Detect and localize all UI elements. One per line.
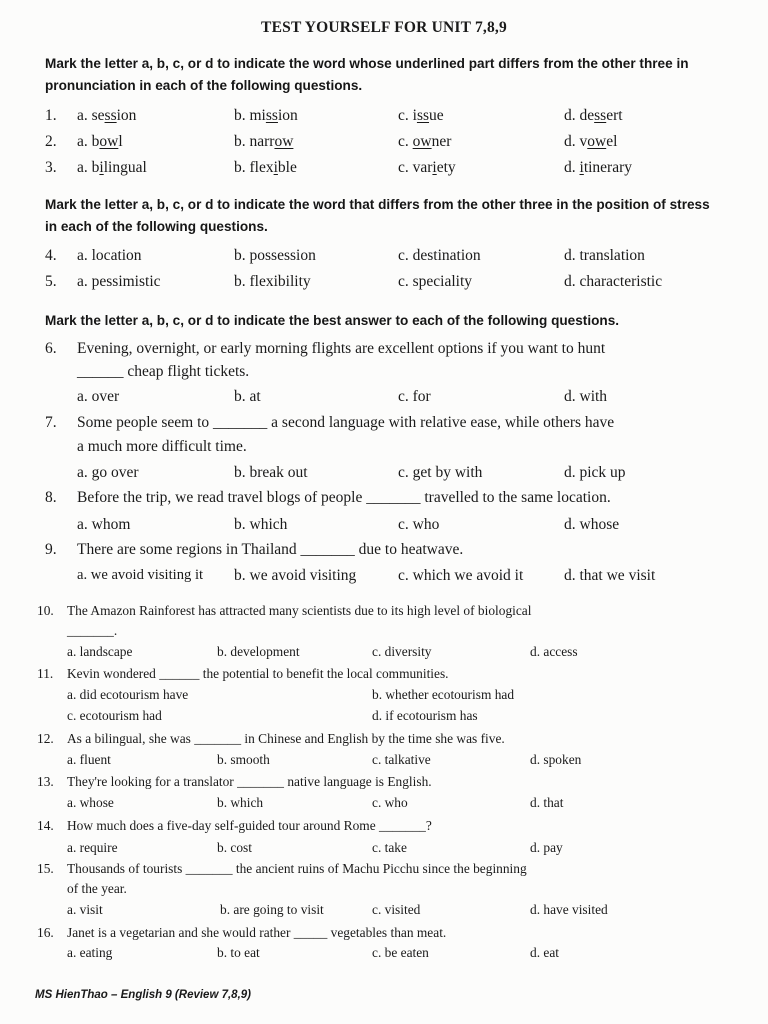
option-a[interactable]: a. over xyxy=(77,388,120,405)
question-number: 15. xyxy=(37,861,54,876)
option-c[interactable]: c. visited xyxy=(372,902,421,917)
question-number: 3. xyxy=(45,159,57,176)
question-stem: The Amazon Rainforest has attracted many scientists due to its high level of biological xyxy=(67,603,532,618)
section3-instruction: Mark the letter a, b, c, or d to indicate the best answer to each of the following questions. xyxy=(45,313,620,328)
option-c[interactable]: c. destination xyxy=(398,247,481,264)
question-number: 14. xyxy=(37,818,54,833)
question-number: 10. xyxy=(37,603,54,618)
option-d[interactable]: d. dessert xyxy=(564,107,623,124)
page-title: TEST YOURSELF FOR UNIT 7,8,9 xyxy=(261,19,507,36)
option-c[interactable]: c. which we avoid it xyxy=(398,567,524,584)
option-a[interactable]: a. landscape xyxy=(67,644,133,659)
question-stem: Kevin wondered ______ the potential to benefit the local communities. xyxy=(67,666,449,681)
question-number: 9. xyxy=(45,541,57,558)
option-d[interactable]: d. itinerary xyxy=(564,159,633,176)
option-a[interactable]: a. did ecotourism have xyxy=(67,687,189,702)
option-d[interactable]: d. with xyxy=(564,388,608,405)
option-b[interactable]: b. to eat xyxy=(217,945,260,960)
question-number: 6. xyxy=(45,340,57,357)
option-d[interactable]: d. if ecotourism has xyxy=(372,708,478,723)
option-c[interactable]: c. talkative xyxy=(372,752,431,767)
option-d[interactable]: d. eat xyxy=(530,945,559,960)
section2-instruction: Mark the letter a, b, c, or d to indicate the word that differs from the other three in the position of stress in each of the following questions. xyxy=(45,197,710,234)
section1-instruction: Mark the letter a, b, c, or d to indicate the word whose underlined part differs from the other three in pronunciation in each of the following questions. xyxy=(45,56,689,93)
option-d[interactable]: d. access xyxy=(530,644,578,659)
option-b[interactable]: b. flexible xyxy=(234,159,297,176)
option-b[interactable]: b. which xyxy=(234,516,288,533)
option-c[interactable]: c. speciality xyxy=(398,273,473,290)
option-a[interactable]: a. pessimistic xyxy=(77,273,161,290)
option-b[interactable]: b. flexibility xyxy=(234,273,311,290)
option-d[interactable]: d. whose xyxy=(564,516,620,533)
option-a[interactable]: a. we avoid visiting it xyxy=(77,567,204,583)
option-c[interactable]: c. take xyxy=(372,840,407,855)
question-stem: They're looking for a translator _______ native language is English. xyxy=(67,774,432,789)
option-d[interactable]: d. characteristic xyxy=(564,273,663,290)
option-d[interactable]: d. translation xyxy=(564,247,645,264)
option-a[interactable]: a. location xyxy=(77,247,142,264)
option-b[interactable]: b. break out xyxy=(234,464,308,481)
option-a[interactable]: a. require xyxy=(67,840,118,855)
question-stem-cont: a much more difficult time. xyxy=(77,438,247,455)
option-b[interactable]: b. cost xyxy=(217,840,252,855)
question-stem-cont: _______. xyxy=(67,623,118,638)
option-c[interactable]: c. issue xyxy=(398,107,444,124)
question-4 xyxy=(0,247,768,271)
option-c[interactable]: c. variety xyxy=(398,159,456,176)
question-number: 7. xyxy=(45,414,57,431)
option-a[interactable]: a. whose xyxy=(67,795,114,810)
option-c[interactable]: c. who xyxy=(372,795,408,810)
question-3 xyxy=(0,159,768,183)
question-1 xyxy=(0,107,768,131)
option-b[interactable]: b. narrow xyxy=(234,133,294,150)
question-stem: As a bilingual, she was _______ in Chinese and English by the time she was five. xyxy=(67,731,505,746)
question-number: 12. xyxy=(37,731,54,746)
option-a[interactable]: a. whom xyxy=(77,516,131,533)
option-d[interactable]: d. spoken xyxy=(530,752,582,767)
question-number: 13. xyxy=(37,774,54,789)
option-c[interactable]: c. be eaten xyxy=(372,945,429,960)
option-a[interactable]: a. session xyxy=(77,107,137,124)
question-stem: Evening, overnight, or early morning flights are excellent options if you want to hunt xyxy=(77,340,606,357)
option-b[interactable]: b. development xyxy=(217,644,300,659)
question-stem: Thousands of tourists _______ the ancient ruins of Machu Picchu since the beginning xyxy=(67,861,527,876)
option-a[interactable]: a. eating xyxy=(67,945,113,960)
option-b[interactable]: b. we avoid visiting xyxy=(234,567,357,584)
option-d[interactable]: d. that we visit xyxy=(564,567,656,584)
option-d[interactable]: d. that xyxy=(530,795,564,810)
option-b[interactable]: b. are going to visit xyxy=(220,902,324,917)
option-b[interactable]: b. smooth xyxy=(217,752,270,767)
question-stem: Some people seem to _______ a second language with relative ease, while others have xyxy=(77,414,615,431)
question-stem-cont: of the year. xyxy=(67,881,127,896)
question-2 xyxy=(0,133,768,157)
option-b[interactable]: b. possession xyxy=(234,247,316,264)
question-stem: Janet is a vegetarian and she would rather _____ vegetables than meat. xyxy=(67,925,447,940)
option-b[interactable]: b. mission xyxy=(234,107,298,124)
question-stem: Before the trip, we read travel blogs of people _______ travelled to the same location. xyxy=(77,489,611,506)
option-b[interactable]: b. whether ecotourism had xyxy=(372,687,515,702)
option-c[interactable]: c. diversity xyxy=(372,644,432,659)
option-c[interactable]: c. owner xyxy=(398,133,452,150)
option-b[interactable]: b. which xyxy=(217,795,264,810)
option-c[interactable]: c. for xyxy=(398,388,431,405)
option-c[interactable]: c. who xyxy=(398,516,440,533)
question-stem: How much does a five-day self-guided tour around Rome _______? xyxy=(67,818,432,833)
option-d[interactable]: d. have visited xyxy=(530,902,608,917)
option-a[interactable]: a. visit xyxy=(67,902,103,917)
option-a[interactable]: a. fluent xyxy=(67,752,111,767)
option-d[interactable]: d. vowel xyxy=(564,133,618,150)
question-number: 4. xyxy=(45,247,57,264)
page-footer: MS HienThao – English 9 (Review 7,8,9) xyxy=(35,989,252,1001)
option-c[interactable]: c. get by with xyxy=(398,464,483,481)
question-5 xyxy=(0,273,768,297)
question-number: 1. xyxy=(45,107,57,124)
question-number: 11. xyxy=(37,666,54,681)
question-number: 8. xyxy=(45,489,57,506)
option-d[interactable]: d. pay xyxy=(530,840,563,855)
question-stem-cont: ______ cheap flight tickets. xyxy=(77,363,250,380)
option-c[interactable]: c. ecotourism had xyxy=(67,708,162,723)
question-number: 2. xyxy=(45,133,57,150)
option-a[interactable]: a. go over xyxy=(77,464,139,481)
option-a[interactable]: a. bilingual xyxy=(77,159,147,176)
option-a[interactable]: a. bowl xyxy=(77,133,123,150)
option-d[interactable]: d. pick up xyxy=(564,464,626,481)
question-number: 5. xyxy=(45,273,57,290)
question-stem: There are some regions in Thailand _______ due to heatwave. xyxy=(77,541,464,558)
question-number: 16. xyxy=(37,925,54,940)
option-b[interactable]: b. at xyxy=(234,388,261,405)
